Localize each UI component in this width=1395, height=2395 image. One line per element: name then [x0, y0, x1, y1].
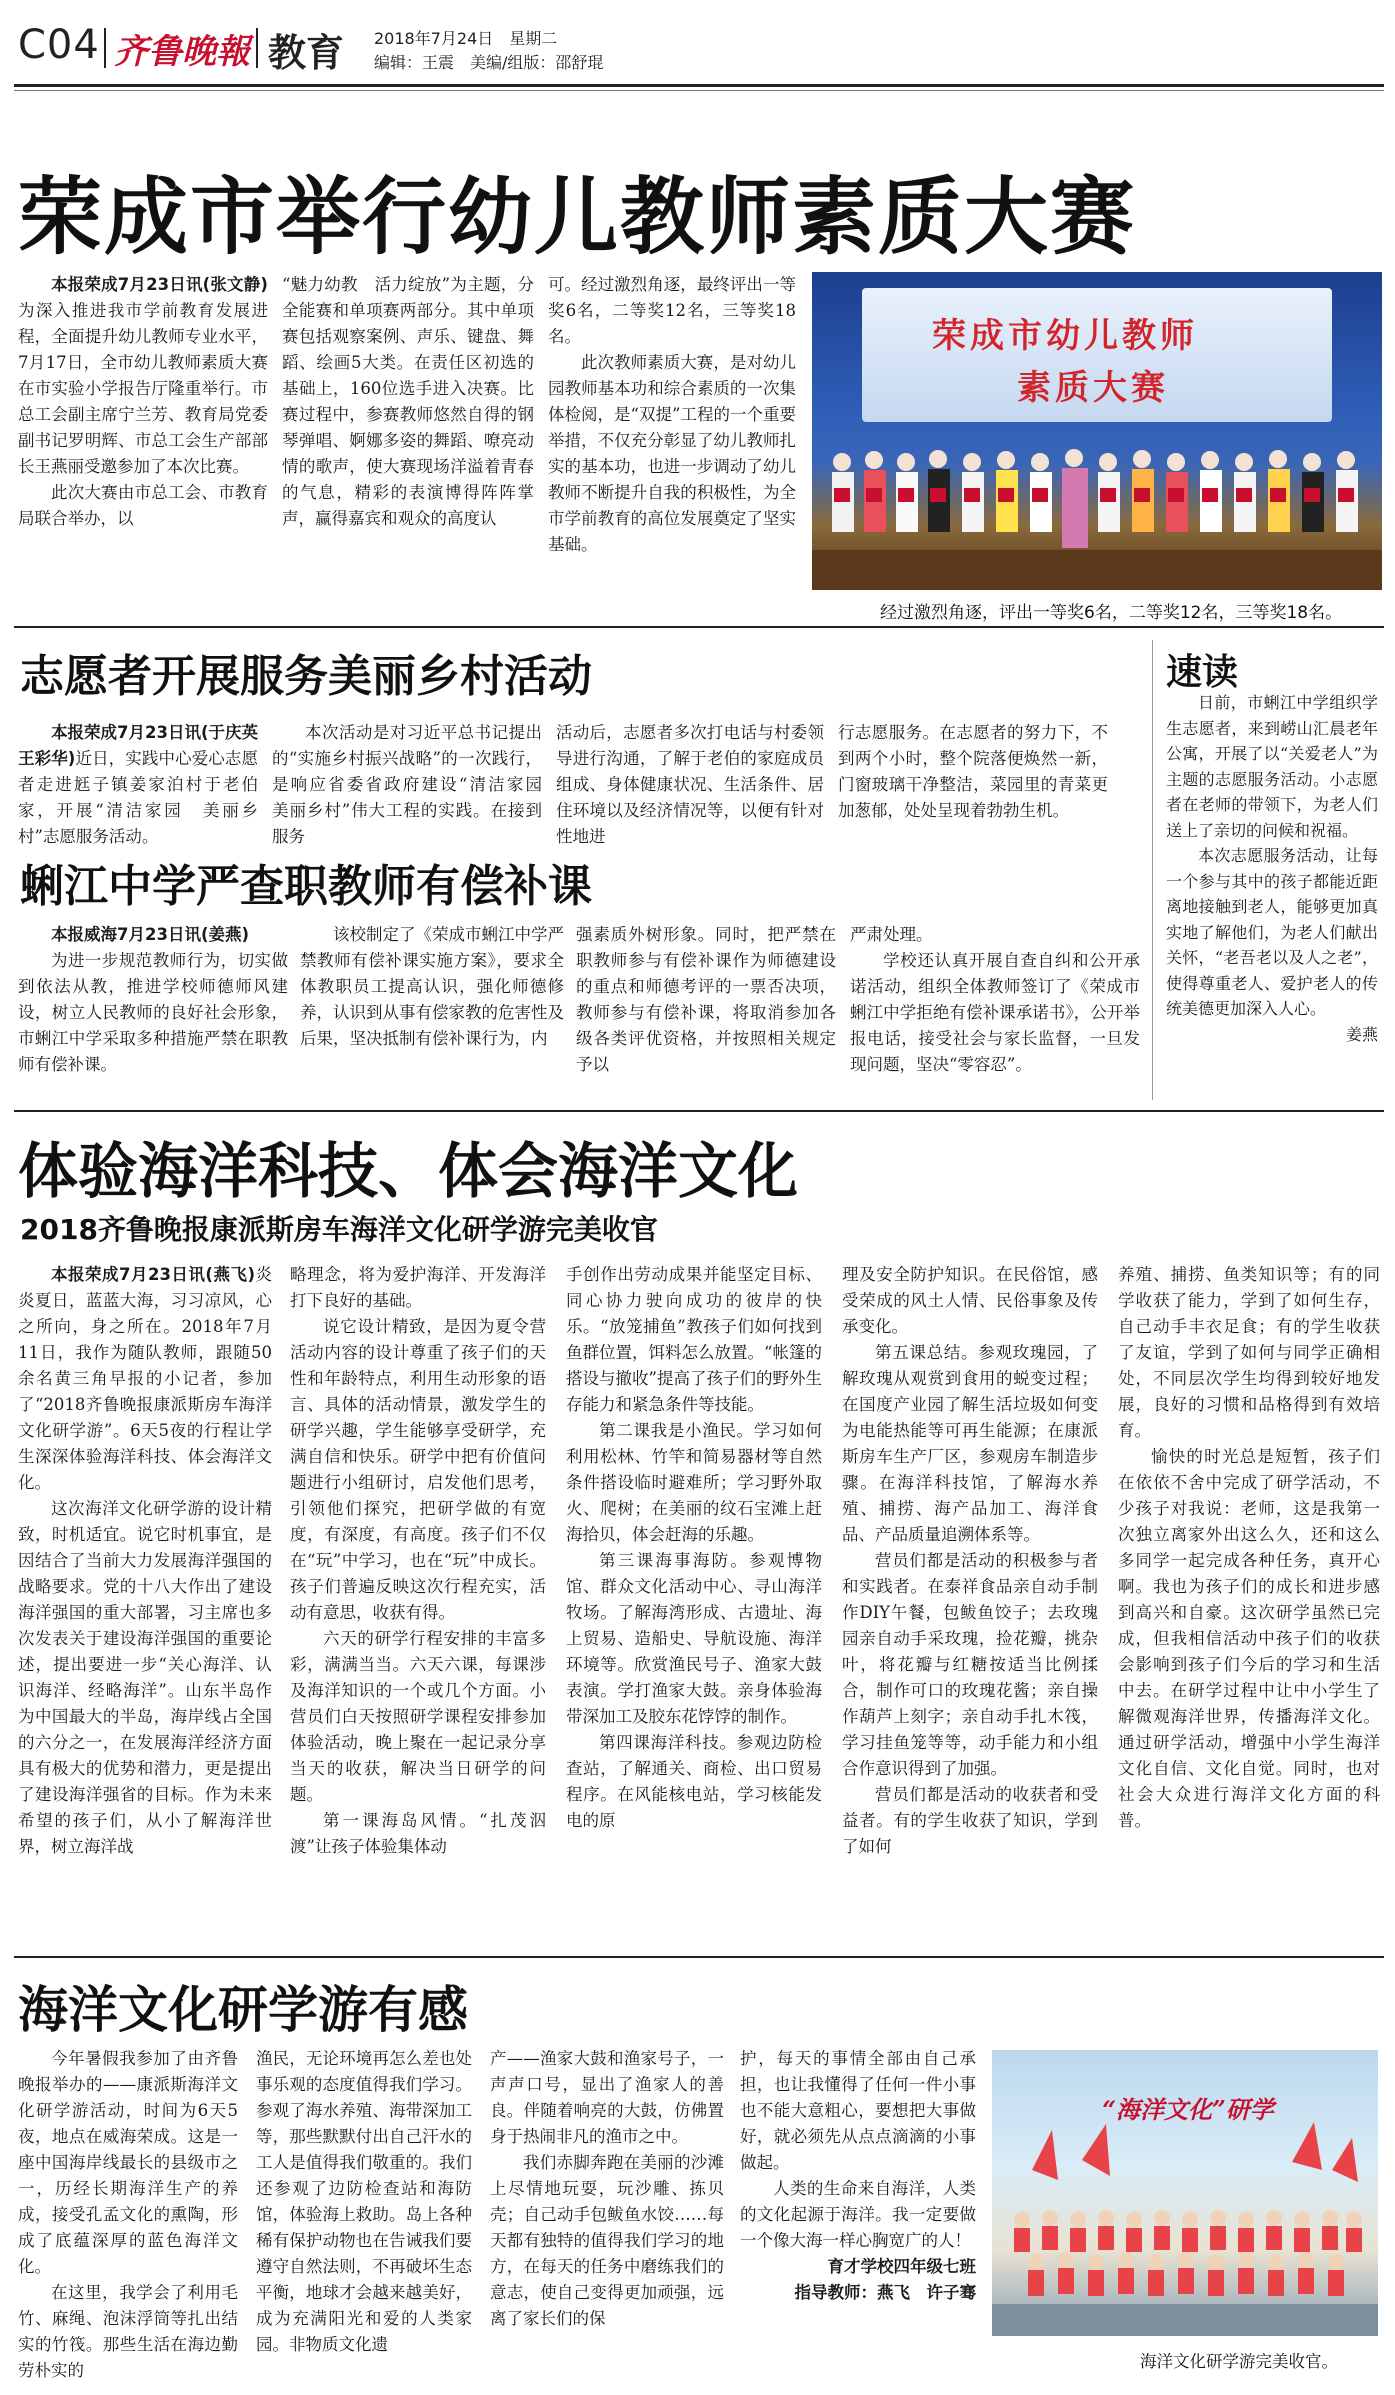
story4-text: 愉快的时光总是短暂，孩子们在依依不舍中完成了研学活动，不少孩子对我说：老师，这是我第一次独立离家外出这么久，还和这么多同学一起完成各种任务，真开心啊。我也为孩子们的成长和进步感到高兴和自豪。这次研学虽然已完成，但我相信活动中孩子们的收获会影响到孩子们今后的学习和生活中去。在研学过程中让中小学生了解微观海洋世界，传播海洋文化。通过研学活动，增强中小学生海洋文化自信、文化自觉。同时，也对社会大众进行海洋文化方面的科普。 — [1118, 1447, 1380, 1830]
story4-text: 说它设计精致，是因为夏令营活动内容的设计尊重了孩子们的天性和年龄特点，利用生动形象的语言、具体的活动情景，激发学生的研学兴趣，学生能够享受研学，充满自信和快乐。研学中把有价值问题进行小组研讨，启发他们思考，引领他们探究，把研学做的有宽度，有深度，有高度。孩子们不仅在“玩”中学习，也在“玩”中成长。孩子们普遍反映这次行程充实，活动有意思，收获有得。 — [290, 1317, 546, 1622]
story3-byline: 本报威海7月23日讯 — [51, 925, 201, 944]
photo-caption: 经过激烈角逐，评出一等奖6名，二等奖12名，三等奖18名。 — [880, 603, 1343, 623]
story4-text: 略理念，将为爱护海洋、开发海洋打下良好的基础。 — [290, 1265, 546, 1310]
story1-headline: 荣成市举行幼儿教师素质大赛 — [18, 168, 1137, 266]
masthead-divider — [104, 28, 106, 68]
story4-text: 第三课海事海防。参观博物馆、群众文化活动中心、寻山海洋牧场。了解海湾形成、古遗址、海上贸易、造船史、导航设施、海洋环境等。欣赏渔民号子、渔家大鼓表演。学打渔家大鼓。亲身体验海带深加工及胶东花饽饽的制作。 — [566, 1551, 822, 1726]
sidebar-column — [1166, 690, 1378, 1110]
story4-text: 第一课海岛风情。“扎茂泅渡”让孩子体验集体动 — [290, 1811, 546, 1856]
sidebar-text: 日前，市蜊江中学组织学生志愿者，来到崂山汇晨老年公寓，开展了以“关爱老人”为主题的志愿服务活动。小志愿者在老师的带领下，为老人们送上了亲切的问候和祝福。 — [1166, 693, 1378, 840]
section-title: 教育 — [268, 31, 345, 75]
story4-text: 第二课我是小渔民。学习如何利用松林、竹竿和简易器材等自然条件搭设临时避难所；学习野外取火、爬树；在美丽的纹石宝滩上赶海拾贝，体会赶海的乐趣。 — [566, 1421, 822, 1544]
winners-group — [812, 432, 1382, 590]
story3-column — [300, 922, 564, 1092]
story2-author: (于庆英 王彩华) — [18, 723, 275, 768]
story5-column — [18, 2046, 238, 2386]
story5-school-name: 育才学校四年级七班 — [827, 2257, 976, 2276]
story1-text: “魅力幼教 活力绽放”为主题，分全能赛和单项赛两部分。其中单项赛包括观察案例、声乐、键盘、舞蹈、绘画5大类。在责任区初选的基础上，160位选手进入决赛。比赛过程中，参赛教师悠然自得的钢琴弹唱、婀娜多姿的舞蹈、嘹亮动情的歌声，使大赛现场洋溢着青春的气息，精彩的表演博得阵阵掌声，赢得嘉宾和观众的高度认 — [282, 275, 534, 528]
story5-teacher: 指导教师：燕飞 — [794, 2283, 910, 2302]
story2-text: 活动后，志愿者多次打电话与村委领导进行沟通，了解于老伯的家庭成员组成、身体健康状况、生活条件、居住环境以及经济情况等，以便有针对性地进 — [556, 723, 824, 846]
photo-banner-text: 荣成市幼儿教师 — [932, 316, 1198, 356]
section-rule — [14, 1110, 1384, 1112]
story3-text: 严肃处理。 — [850, 925, 933, 944]
story4-text: 炎炎夏日，蓝蓝大海，习习凉风，心之所向，身之所在。2018年7月11日，我作为随队教师，跟随50余名黄三角早报的小记者，参加了“2018齐鲁晚报康派斯房车海洋文化研学游”。6天5夜的行程让学生深深体验海洋科技、体会海洋文化。 — [18, 1265, 272, 1492]
story2-column — [272, 720, 559, 860]
story2-text: 本次活动是对习近平总书记提出的“实施乡村振兴战略”的一次践行，是响应省委省政府建设“清洁家园 美丽乡村”伟大工程的实践。在接到服务 — [272, 723, 559, 846]
newspaper-logo: 齐鲁晚報 — [114, 32, 250, 72]
sidebar-divider — [1152, 640, 1153, 1100]
story4-text: 营员们都是活动的积极参与者和实践者。在泰祥食品亲自动手制作DIY午餐，包鲅鱼饺子；去玫瑰园亲自动手采玫瑰，捡花瓣，挑杂叶，将花瓣与红糖按适当比例揉合，制作可口的玫瑰花酱；亲自操作葫芦上刻字；亲自动手扎木筏，学习挂鱼笼等等，动手能力和小组合作意识得到了加强。 — [842, 1551, 1098, 1778]
story4-text: 手创作出劳动成果并能坚定目标、同心协力驶向成功的彼岸的快乐。“放笼捕鱼”教孩子们如何找到鱼群位置，饵料怎么放置。“帐篷的搭设与撤收”提高了孩子们的野外生存能力和紧急条件等技能。 — [566, 1265, 822, 1414]
student-group-figures — [992, 2050, 1378, 2336]
story1-text: 此次大赛由市总工会、市教育局联合举办，以 — [18, 483, 268, 528]
story2-column — [18, 720, 275, 860]
sidebar-author: 姜燕 — [1345, 1024, 1378, 1044]
story4-column — [842, 1262, 1098, 1942]
issue-date: 2018年7月24日 星期二 — [374, 29, 558, 48]
story2-headline: 志愿者开展服务美丽乡村活动 — [20, 651, 592, 702]
story5-text: 护，每天的事情全部由自己承担，也让我懂得了任何一件小事也不能大意粗心，要想把大事做好，就必须先从点点滴滴的小事做起。 — [740, 2049, 976, 2172]
story2-text: 近日，实践中心爱心志愿者走进䶭子镇姜家泊村于老伯家，开展“清洁家园 美丽乡村”志愿服务活动。 — [18, 749, 259, 846]
study-tour-photo — [992, 2050, 1378, 2336]
story4-subhead: 2018齐鲁晚报康派斯房车海洋文化研学游完美收官 — [20, 1213, 658, 1246]
masthead-divider — [256, 28, 258, 68]
story5-column — [490, 2046, 724, 2386]
story3-column — [18, 922, 288, 1092]
story1-text: 为深入推进我市学前教育发展进程，全面提升幼儿教师专业水平，7月17日，全市幼儿教师素质大赛在市实验小学报告厅隆重举行。市总工会副主席宁兰芳、教育局党委副书记罗明辉、市总工会生产部部长王燕丽受邀参加了本次比赛。 — [18, 301, 268, 476]
story4-column — [290, 1262, 546, 1942]
section-rule — [14, 626, 1384, 628]
story5-text: 我们赤脚奔跑在美丽的沙滩上尽情地玩耍，玩沙雕、拣贝壳；自己动手包鲅鱼水饺……每天都有独特的值得我们学习的地方，在每天的任务中磨练我们的意志，使自己变得更加顽强，远离了家长们的保 — [490, 2153, 724, 2328]
photo-caption: 海洋文化研学游完美收官。 — [1140, 2352, 1338, 2371]
story4-text: 第四课海洋科技。参观边防检查站，了解通关、商检、出口贸易程序。在风能核电站，学习核能发电的原 — [566, 1733, 822, 1830]
story3-text: 该校制定了《荣成市蜊江中学严禁教师有偿补课实施方案》，要求全体教职员工提高认识，强化师德修养，认识到从事有偿家教的危害性及后果，坚决抵制有偿补课行为，内 — [300, 925, 564, 1048]
story5-column — [256, 2046, 472, 2386]
story4-column — [1118, 1262, 1380, 1942]
story3-column — [576, 922, 836, 1092]
story1-byline: 本报荣成7月23日讯 — [51, 275, 203, 294]
story3-author: (姜燕) — [200, 925, 250, 944]
story5-author-name: 许子骞 — [926, 2283, 976, 2302]
story4-byline: 本报荣成7月23日讯 — [51, 1265, 206, 1284]
story4-column — [18, 1262, 272, 1942]
story4-text: 六天的研学行程安排的丰富多彩，满满当当。六天六课，每课涉及海洋知识的一个或几个方面。小营员们白天按照研学课程安排参加体验活动，晚上聚在一起记录分享当天的收获，解决当日研学的问题。 — [290, 1629, 546, 1804]
story4-text: 营员们都是活动的收获者和受益者。有的学生收获了知识，学到了如何 — [842, 1785, 1098, 1856]
story4-text: 养殖、捕捞、鱼类知识等；有的同学收获了能力，学到了如何生存，自己动手丰衣足食；有的学生收获了友谊，学到了如何与同学正确相处，不同层次学生均得到较好地发展，良好的习惯和品格得到有效培育。 — [1118, 1265, 1380, 1440]
winners-figures — [812, 432, 1382, 590]
masthead-rule-thin — [14, 90, 1384, 91]
story4-author: (燕飞) — [205, 1265, 255, 1284]
story2-column — [838, 720, 1108, 860]
sidebar-title: 速读 — [1166, 652, 1239, 693]
story1-column — [548, 272, 796, 592]
story4-text: 这次海洋文化研学游的设计精致，时机适宜。说它时机事宜，是因结合了当前大力发展海洋强国的战略要求。党的十八大作出了建设海洋强国的重大部署，习主席也多次发表关于建设海洋强国的重要论述，提出要进一步“关心海洋、认识海洋、经略海洋”。山东半岛作为中国最大的半岛，海岸线占全国的六分之一，在发展海洋经济方面具有极大的优势和潜力，更是提出了建设海洋强省的目标。作为未来希望的孩子们，从小了解海洋世界，树立海洋战 — [18, 1499, 272, 1856]
story5-column — [740, 2046, 976, 2386]
page-number: C04 — [18, 22, 100, 68]
story2-column — [556, 720, 824, 860]
story2-text: 行志愿服务。在志愿者的努力下，不到两个小时，整个院落便焕然一新，门窗玻璃干净整洁，菜园里的青菜更加葱郁，处处呈现着勃勃生机。 — [838, 723, 1108, 820]
story5-headline: 海洋文化研学游有感 — [18, 1981, 468, 2039]
story4-text: 第五课总结。参观玫瑰园，了解玫瑰从观赏到食用的蜕变过程；在国度产业园了解生活垃圾如何变为电能热能等可再生能源；在康派斯房车生产厂区，参观房车制造步骤。在海洋科技馆，了解海水养殖、捕捞、海产品加工、海洋食品、产品质量追溯体系等。 — [842, 1343, 1098, 1544]
contest-photo — [812, 272, 1382, 590]
story3-column — [850, 922, 1140, 1092]
sidebar-text: 本次志愿服务活动，让每一个参与其中的孩子都能近距离地接触到老人，能够更加真实地了解他们，为老人们献出关怀，“老吾老以及人之老”，使得尊重老人、爱护老人的传统美德更加深入人心。 — [1166, 846, 1378, 1018]
photo-banner-text: “海洋文化”研学 — [1102, 2095, 1274, 2124]
story4-text: 理及安全防护知识。在民俗馆，感受荣成的风土人情、民俗事象及传承变化。 — [842, 1265, 1098, 1336]
story5-text: 人类的生命来自海洋，人类的文化起源于海洋。我一定要做一个像大海一样心胸宽广的人！ — [740, 2179, 976, 2250]
masthead-rule — [14, 84, 1384, 87]
story5-text: 产——渔家大鼓和渔家号子，一声声口号，显出了渔家人的善良。伴随着响亮的大鼓，仿佛置身于热闹非凡的渔市之中。 — [490, 2049, 724, 2146]
story1-column — [282, 272, 534, 592]
story4-column — [566, 1262, 822, 1942]
story5-text: 今年暑假我参加了由齐鲁晚报举办的——康派斯海洋文化研学游活动，时间为6天5夜，地点在威海荣成。这是一座中国海岸线最长的县级市之一，历经长期海洋生产的养成，接受孔孟文化的熏陶，形成了底蕴深厚的蓝色海洋文化。 — [18, 2049, 238, 2276]
story3-text: 学校还认真开展自查自纠和公开承诺活动，组织全体教师签订了《荣成市蜊江中学拒绝有偿补课承诺书》，公开举报电话，接受社会与家长监督，一旦发现问题，坚决“零容忍”。 — [850, 951, 1140, 1074]
story5-author — [740, 2280, 976, 2306]
story5-school — [740, 2254, 976, 2280]
story5-text: 渔民，无论环境再怎么差也处事乐观的态度值得我们学习。参观了海水养殖、海带深加工等，那些默默付出自己汗水的工人是值得我们敬重的。我们还参观了边防检查站和海防馆，体验海上救助。岛上各种稀有保护动物也在告诫我们要遵守自然法则，不再破坏生态平衡，地球才会越来越美好，成为充满阳光和爱的人类家园。非物质文化遗 — [256, 2049, 472, 2354]
story3-text: 为进一步规范教师行为，切实做到依法从教，推进学校师德师风建设，树立人民教师的良好社会形象，市蜊江中学采取多种措施严禁在职教师有偿补课。 — [18, 951, 288, 1074]
story4-headline: 体验海洋科技、体会海洋文化 — [18, 1137, 798, 1207]
story1-text: 此次教师素质大赛，是对幼儿园教师基本功和综合素质的一次集体检阅，是“双提”工程的一个重要举措，不仅充分彰显了幼儿教师扎实的基本功，也进一步调动了幼儿教师不断提升自我的积极性，为全市学前教育的高位发展奠定了坚实基础。 — [548, 353, 796, 554]
story1-column — [18, 272, 268, 592]
section-rule — [14, 1956, 1384, 1958]
story3-text: 强素质外树形象。同时，把严禁在职教师参与有偿补课作为师德建设的重点和师德考评的一票否决项，教师参与有偿补课，将取消参加各级各类评优资格，并按照相关规定予以 — [576, 925, 836, 1074]
story2-byline: 本报荣成7月23日讯 — [51, 723, 201, 742]
story1-author: (张文静) — [202, 275, 268, 294]
editor-credits: 编辑：王震 美编/组版：邵舒琨 — [374, 53, 604, 72]
story1-text: 可。经过激烈角逐，最终评出一等奖6名，二等奖12名，三等奖18名。 — [548, 275, 796, 346]
story3-headline: 蜊江中学严查职教师有偿补课 — [20, 861, 592, 912]
story5-text: 在这里，我学会了利用毛竹、麻绳、泡沫浮筒等扎出结实的竹筏。那些生活在海边勤劳朴实的 — [18, 2283, 238, 2380]
photo-banner-text: 素质大赛 — [1017, 368, 1169, 408]
